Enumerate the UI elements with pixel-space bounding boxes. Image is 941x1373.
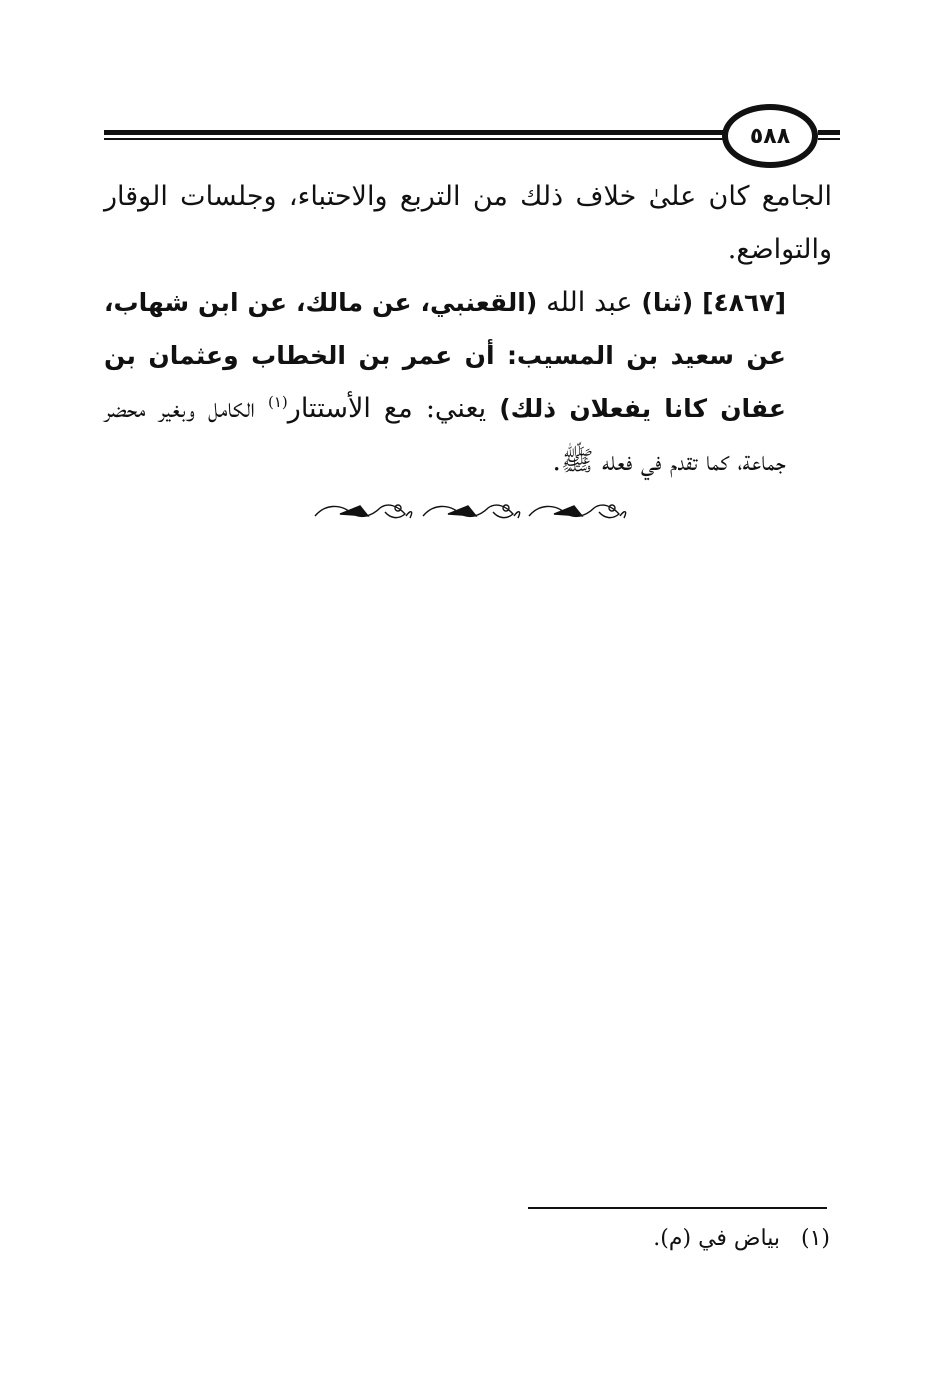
hadith-number: [٤٨٦٧] [702,288,787,317]
ornament-unit [315,505,412,518]
footnote-separator [528,1207,827,1209]
ornament-unit [529,505,626,518]
hadith-chain: (القعنبي، عن مالك، عن ابن شهاب، عن سعيد بن المسيب: [104,288,786,370]
paragraph-continuation [104,170,832,276]
commentary-text: يعني: مع الأستتار [287,393,487,424]
footnote-number: (١) [800,1226,830,1251]
footnote [480,1222,830,1256]
main-text [104,170,832,488]
hadith-paragraph [104,276,832,488]
text-line: الجامع كان علىٰ خلاف ذلك من التربع والاحتباء، وجلسات الوقار [104,181,832,212]
page-number: ٥٨٨ [749,123,791,149]
hadith-matn: أن عمر بن الخطاب وعثمان بن عفان كانا يفعلان ذلك) [104,341,786,423]
ornament-unit [423,505,520,518]
text-line: والتواضع. [727,234,832,265]
header-rule [104,130,728,141]
header-rule-tail [818,130,840,141]
commentary-text: الكامل وبغير محضر جماعة، كما تقدم في فعله ﷺ. [104,393,786,477]
hadith-narrator: عبد الله [546,287,633,318]
hadith-narration-open: (ثنا) [641,288,694,317]
page-number-badge [722,104,818,168]
footnote-text: بياض في (م). [653,1226,780,1251]
footnote-reference[interactable]: (١) [268,393,288,411]
ornament-divider [310,496,630,526]
